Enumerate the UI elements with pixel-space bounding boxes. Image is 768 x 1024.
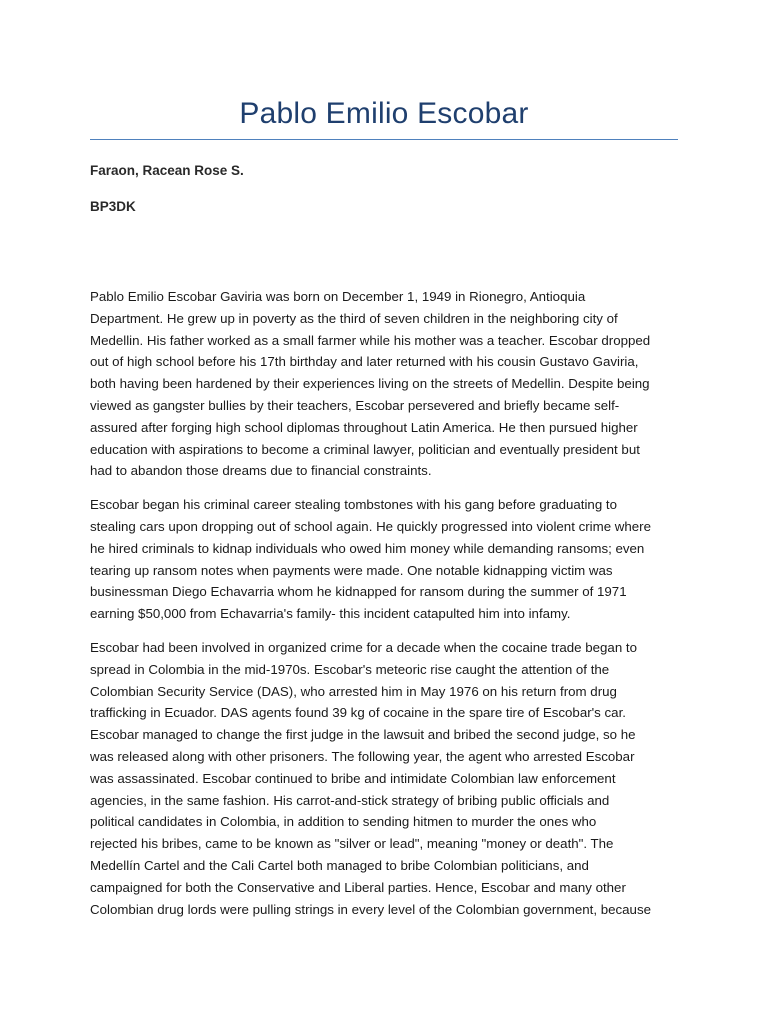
text-line: Escobar managed to change the first judge in the lawsuit and bribed the second judge, so he [90,727,636,743]
text-line: Medellín Cartel and the Cali Cartel both managed to bribe Colombian politicians, and [90,857,589,873]
text-line: political candidates in Colombia, in addition to sending hitmen to murder the ones who [90,814,597,830]
paragraph-2 [90,494,680,625]
text-line: businessman Diego Echavarria whom he kidnapped for ransom during the summer of 1971 [90,584,627,600]
text-line: earning $50,000 from Echavarria's family- this incident catapulted him into infamy. [90,606,571,622]
text-line: Escobar began his criminal career stealing tombstones with his gang before graduating to [90,497,618,513]
text-line: rejected his bribes, came to be known as "silver or lead", meaning "money or death". The [90,836,614,852]
paragraph-1 [90,286,680,482]
text-line: both having been hardened by their experiences living on the streets of Medellin. Despite being [90,376,650,392]
text-line: was assassinated. Escobar continued to bribe and intimidate Colombian law enforcement [90,770,616,786]
text-line: stealing cars upon dropping out of school again. He quickly progressed into violent crime where [90,518,652,534]
text-line: out of high school before his 17th birthday and later returned with his cousin Gustavo Gaviria, [90,354,639,370]
text-line: Medellin. His father worked as a small farmer while his mother was a teacher. Escobar dropped [90,332,651,348]
text-line: assured after forging high school diplomas throughout Latin America. He then pursued higher [90,419,638,435]
author-name: Faraon, Racean Rose S. [90,163,244,178]
text-line: Colombian drug lords were pulling strings in every level of the Colombian government, because [90,901,651,917]
text-line: Escobar had been involved in organized crime for a decade when the cocaine trade began to [90,639,638,655]
paragraph-3 [90,637,680,920]
title-divider [90,139,678,140]
text-line: tearing up ransom notes when payments were made. One notable kidnapping victim was [90,562,613,578]
text-line: was released along with other prisoners. The following year, the agent who arrested Escobar [90,748,635,764]
document-title: Pablo Emilio Escobar [239,97,529,130]
text-line: viewed as gangster bullies by their teachers, Escobar persevered and briefly became self- [90,397,620,413]
text-line: Pablo Emilio Escobar Gaviria was born on December 1, 1949 in Rionegro, Antioquia [90,289,586,304]
text-line: campaigned for both the Conservative and Liberal parties. Hence, Escobar and many other [90,879,626,895]
text-line: Colombian Security Service (DAS), who arrested him in May 1976 on his return from drug [90,683,617,699]
section-code: BP3DK [90,199,136,214]
text-line: education with aspirations to become a criminal lawyer, politician and eventually president but [90,441,640,457]
text-line: trafficking in Ecuador. DAS agents found 39 kg of cocaine in the spare tire of Escobar's car. [90,705,626,721]
document-body [90,286,680,932]
text-line: had to abandon those dreams due to financial constraints. [90,463,432,479]
text-line: he hired criminals to kidnap individuals who owed him money while demanding ransoms; even [90,540,645,556]
text-line: agencies, in the same fashion. His carrot-and-stick strategy of bribing public officials and [90,792,610,808]
text-line: spread in Colombia in the mid-1970s. Escobar's meteoric rise caught the attention of the [90,661,610,677]
text-line: Department. He grew up in poverty as the third of seven children in the neighboring city of [90,310,618,326]
